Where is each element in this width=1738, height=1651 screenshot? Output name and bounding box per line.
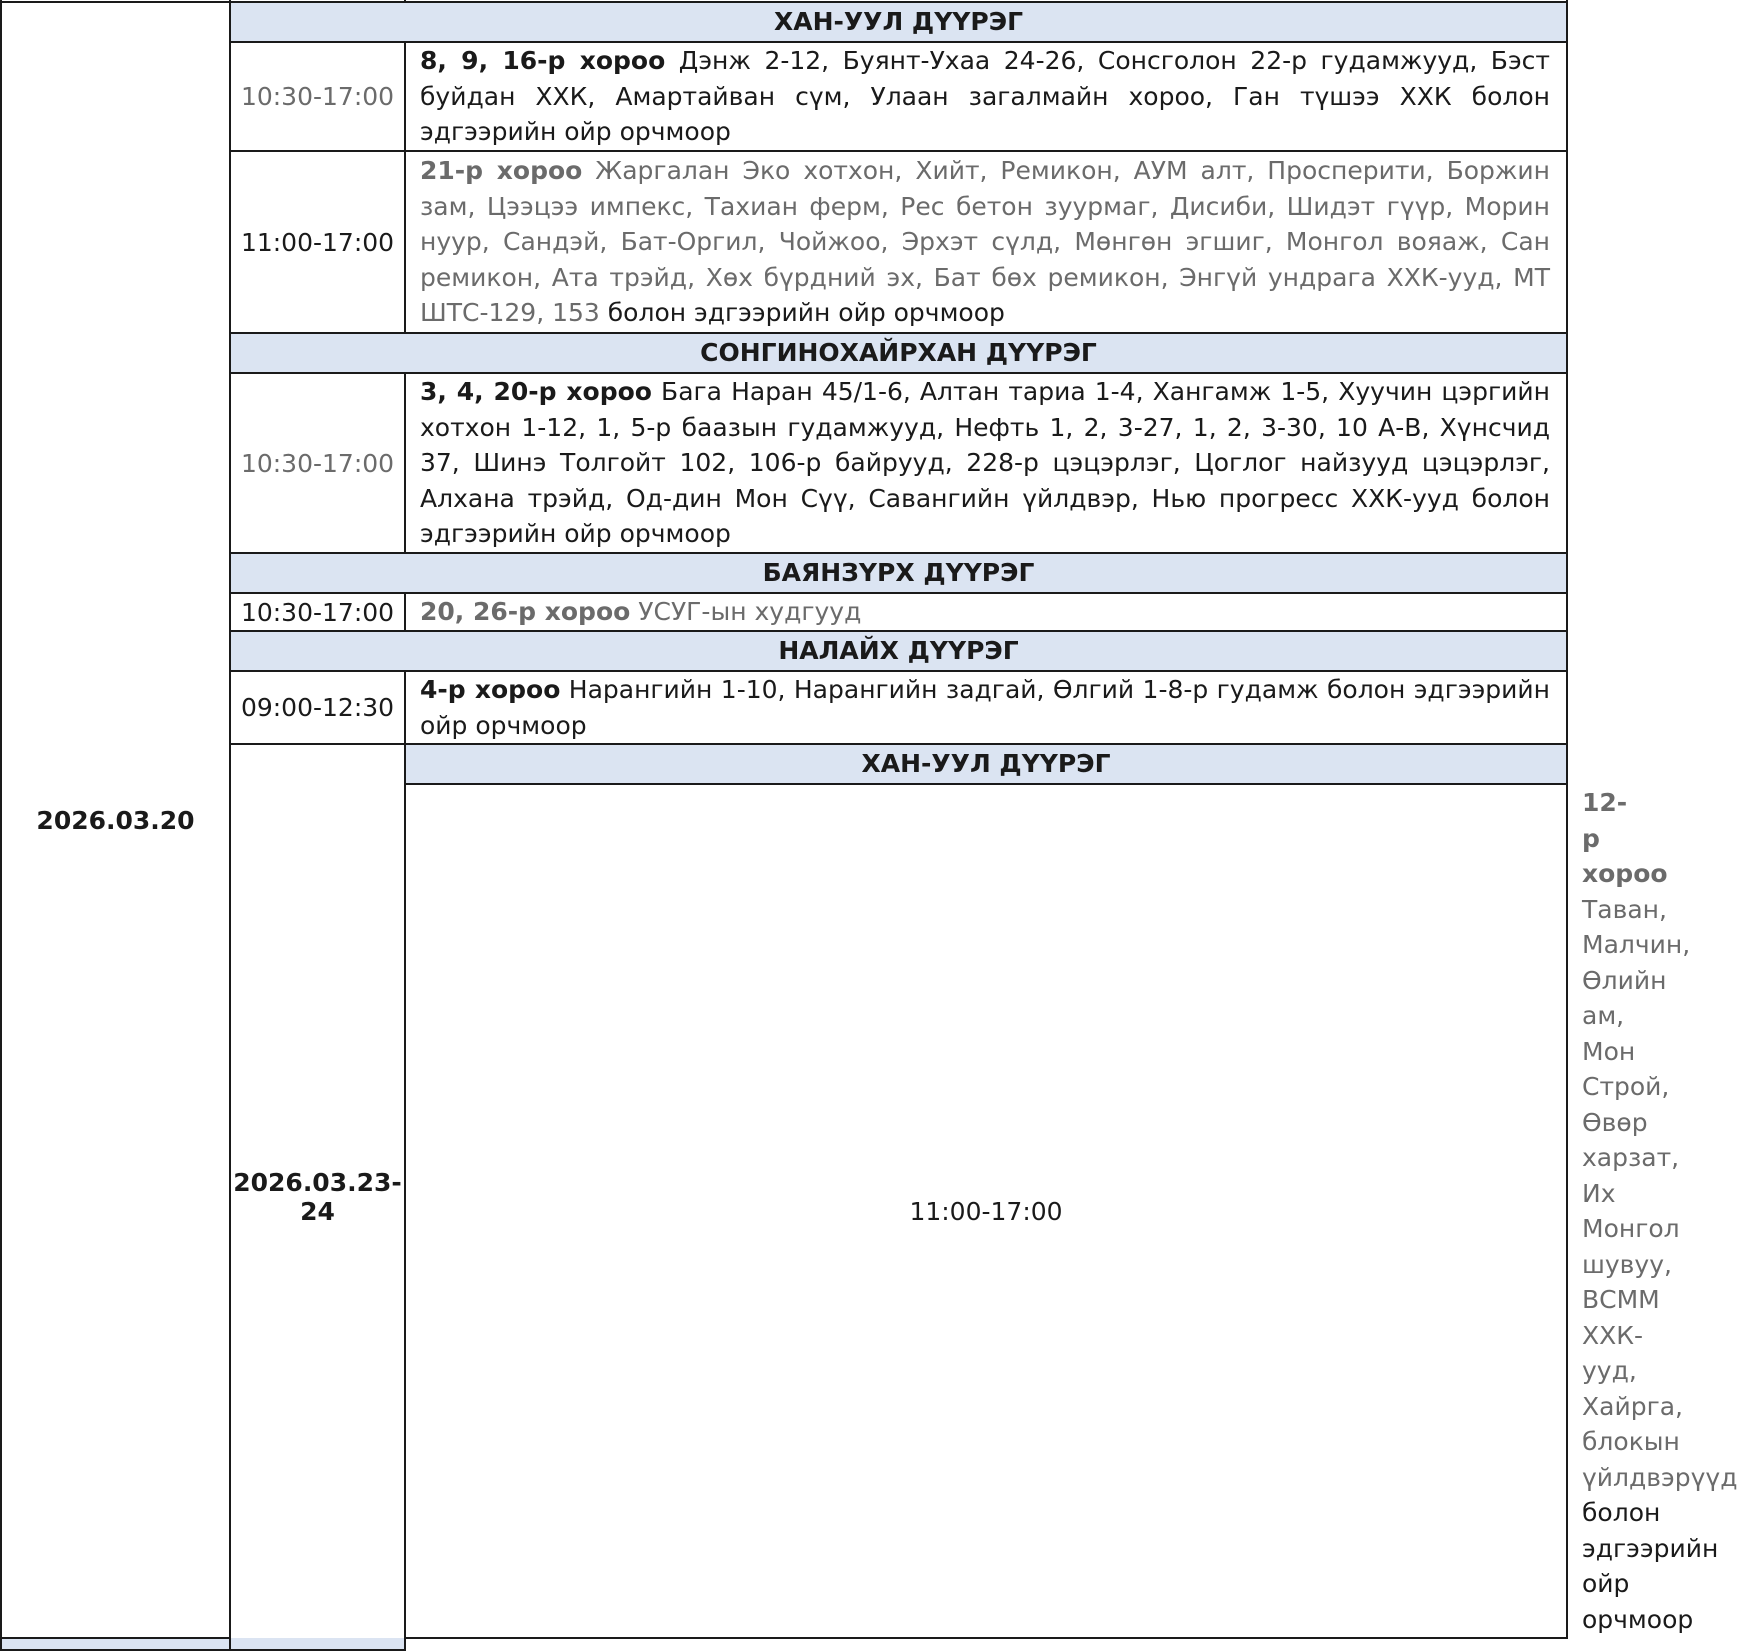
district-header-cut: [1, 1638, 405, 1650]
cut-off-row-bottom: [1, 1638, 1567, 1650]
district-header-khan-uul: ХАН-УУЛ ДҮҮРЭГ: [230, 2, 1567, 42]
table-row: [1, 593, 1567, 631]
date-cell: 2026.03.23-24: [230, 744, 405, 1650]
location-cell: [405, 671, 1567, 744]
time-cell: 09:00-12:30: [230, 671, 405, 744]
time-cell: 11:00-17:00: [230, 151, 405, 333]
table-row: [1, 42, 1567, 151]
location-tail-text: болон эдгээрийн ойр орчмоор: [1582, 1498, 1719, 1634]
time-cell: 10:30-17:00: [230, 42, 405, 151]
table-row: [1, 671, 1567, 744]
location-cell: [405, 151, 1567, 333]
table-row: [1, 151, 1567, 333]
district-header-songinokhairkhan: СОНГИНОХАЙРХАН ДҮҮРЭГ: [230, 333, 1567, 373]
district-header-khan-uul: ХАН-УУЛ ДҮҮРЭГ: [405, 744, 1567, 784]
table-row: [1, 373, 1567, 553]
khoroo-label: 12-р хороо: [1582, 788, 1668, 888]
location-text: УСУГ-ын худгууд: [630, 597, 862, 627]
khoroo-label: 21-р хороо: [420, 156, 583, 186]
location-tail-text: болон эдгээрийн ойр орчмоор: [599, 298, 1005, 328]
location-cell: [405, 373, 1567, 553]
location-text: Нарангийн 1-10, Нарангийн задгай, Өлгий 1-8-р гудамж болон эдгээрийн ойр орчмоор: [420, 675, 1550, 740]
district-header-bayanzurkh: БАЯНЗҮРХ ДҮҮРЭГ: [230, 553, 1567, 593]
date-cell: 2026.03.20: [1, 2, 230, 1638]
time-cell: 10:30-17:00: [230, 373, 405, 553]
location-cell: [405, 42, 1567, 151]
location-text: Дэнж 2-12, Буянт-Ухаа 24-26, Сонсголон 22-р гудамжууд, Бэст буйдан ХХК, Амартайван сүм, Улаан загалмайн хороо, Ган түшээ ХХК болон эдгээрийн ойр орчмоор: [420, 46, 1550, 147]
time-cell: 10:30-17:00: [230, 593, 405, 631]
khoroo-label: 4-р хороо: [420, 675, 561, 704]
khoroo-label: 3, 4, 20-р хороо: [420, 377, 652, 407]
time-cell: 11:00-17:00: [405, 784, 1567, 1638]
location-text: Бага Наран 45/1-6, Алтан тариа 1-4, Хангамж 1-5, Хуучин цэргийн хотхон 1-12, 1, 5-р баазын гудамжууд, Нефть 1, 2, 3-27, 1, 2, 3-30, 10 А-В, Хүнсчид 37, Шинэ Толгойт 102, 106-р байрууд, 228-р цэцэрлэг, Цоглог найзууд цэцэрлэг, Алхана трэйд, Од-дин Мон Сүү, Савангийн үйлдвэр, Нью прогресс ХХК-ууд болон эдгээрийн ойр орчмоор: [420, 377, 1550, 549]
location-text: Жаргалан Эко хотхон, Хийт, Ремикон, АУМ алт, Просперити, Боржин зам, Цээцээ импекс, Тахиан ферм, Рес бетон зуурмаг, Дисиби, Шидэт гүүр, Морин нуур, Сандэй, Бат-Оргил, Чойжоо, Эрхэт сүлд, Мөнгөн эгшиг, Монгол вояаж, Сан ремикон, Ата трэйд, Хөх бүрдний эх, Бат бөх ремикон, Энгүй ундрага ХХК-ууд, МТ ШТС-129, 153: [420, 156, 1551, 328]
khoroo-label: 8, 9, 16-р хороо: [420, 46, 666, 76]
district-header-nalaikh: НАЛАЙХ ДҮҮРЭГ: [230, 631, 1567, 671]
location-text: Таван, Малчин, Өлийн ам, Мон Строй, Өвөр харзат, Их Монгол шувуу, ВСММ ХХК-ууд, Хайрга, блокын үйлдвэрүүд: [1582, 894, 1738, 1492]
khoroo-label: 20, 26-р хороо: [420, 597, 631, 627]
location-cell: [405, 593, 1567, 631]
